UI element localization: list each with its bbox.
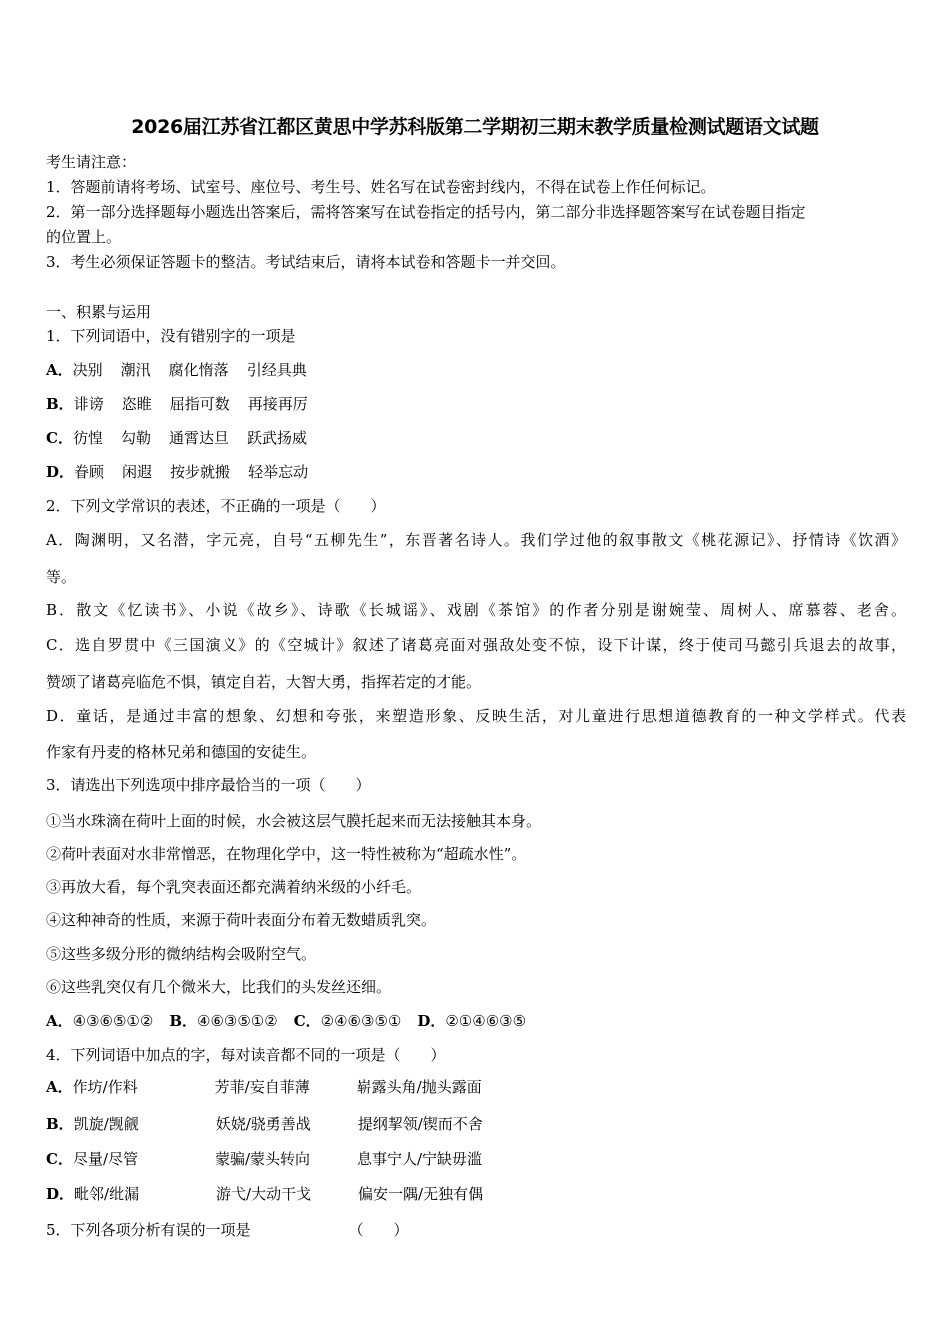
term: 眷顾 [74, 463, 105, 481]
term: 恣睢 [121, 395, 152, 413]
exam-title: 2026届江苏省江都区黄思中学苏科版第二学期初三期末教学质量检测试题语文试题 [131, 116, 819, 138]
option-label: B． [46, 1115, 74, 1133]
term: 跃武扬威 [247, 429, 308, 447]
q3-sentence-1: ①当水珠滴在荷叶上面的时候，水会被这层气膜托起来而无法接触其本身。 [46, 812, 542, 830]
term: 闲遐 [122, 463, 153, 481]
option-label: B． [169, 1012, 198, 1030]
q5-stem [46, 1220, 409, 1240]
q3-sentence-3: ③再放大看，每个乳突表面还都充满着纳米级的小纤毛。 [46, 878, 422, 896]
q2-option-a-line1: A．陶渊明，又名潜，字元亮，自号“五柳先生”，东晋著名诗人。我们学过他的叙事散文《桃花源记》、抒情诗《饮酒》 [46, 531, 906, 549]
section-heading: 一、积累与运用 [46, 303, 152, 321]
notice-item-3: 3．考生必须保证答题卡的整洁。考试结束后，请将本试卷和答题卡一并交回。 [46, 253, 566, 271]
term: 再接再厉 [247, 395, 308, 413]
q4-option-b [46, 1114, 500, 1134]
term: 引经具典 [246, 361, 307, 379]
option-value: ④③⑥⑤①② [72, 1012, 154, 1030]
answer-blank: （ ） [348, 1221, 409, 1239]
term: 轻举忘动 [248, 463, 309, 481]
q4-stem: 4．下列词语中加点的字，每对读音都不同的一项是（ ） [46, 1046, 446, 1064]
term: 彷惶 [72, 429, 103, 447]
option-value: ②④⑥③⑤① [320, 1012, 402, 1030]
term: 潮汛 [120, 361, 151, 379]
q3-stem: 3．请选出下列选项中排序最恰当的一项（ ） [46, 776, 371, 794]
option-label: C． [293, 1012, 321, 1030]
option-value: ④⑥③⑤①② [197, 1012, 278, 1030]
q3-options [46, 1011, 526, 1031]
q2-option-d-line2: 作家有丹麦的格林兄弟和德国的安徒生。 [46, 743, 317, 761]
q1-option-b [46, 394, 326, 414]
option-label: A． [46, 1012, 73, 1030]
option-value: ②①④⑥③⑤ [445, 1012, 527, 1030]
term: 勾勒 [120, 429, 151, 447]
q4-option-a [46, 1077, 499, 1097]
q5-text: 5．下列各项分析有误的一项是 [46, 1221, 251, 1239]
q1-option-c [46, 428, 325, 448]
term: 蒙骗/蒙头转向 [214, 1150, 311, 1168]
q3-sentence-6: ⑥这些乳突仅有几个微米大，比我们的头发丝还细。 [46, 978, 392, 996]
q2-option-d-line1: D．童话，是通过丰富的想象、幻想和夸张，来塑造形象、反映生活，对儿童进行思想道德教育的一种文学样式。代表 [46, 707, 906, 725]
term: 毗邻/纰漏 [74, 1185, 140, 1203]
term: 提纲挈领/锲而不舍 [357, 1115, 483, 1133]
term: 芳菲/妄自菲薄 [214, 1078, 310, 1096]
q1-option-d [46, 462, 326, 482]
notice-header: 考生请注意： [46, 153, 137, 171]
option-label: A． [46, 1078, 73, 1096]
option-label: A． [46, 361, 73, 379]
term: 妖娆/骁勇善战 [215, 1115, 311, 1133]
notice-item-2-cont: 的位置上。 [46, 228, 122, 246]
term: 崭露头角/抛头露面 [356, 1078, 482, 1096]
notice-item-1: 1．答题前请将考场、试室号、座位号、考生号、姓名写在试卷密封线内，不得在试卷上作任何标记。 [46, 178, 716, 196]
q3-sentence-2: ②荷叶表面对水非常憎恶，在物理化学中，这一特性被称为“超疏水性”。 [46, 845, 527, 863]
term: 息事宁人/宁缺毋滥 [356, 1150, 483, 1168]
q2-option-c-line2: 赞颂了诸葛亮临危不惧，镇定自若，大智大勇，指挥若定的才能。 [46, 673, 482, 691]
option-label: D． [46, 1185, 75, 1203]
option-label: D． [46, 463, 75, 481]
term: 腐化惰落 [168, 361, 229, 379]
term: 屈指可数 [169, 395, 230, 413]
q2-stem: 2．下列文学常识的表述，不正确的一项是（ ） [46, 497, 386, 515]
option-label: C． [46, 1150, 73, 1168]
term: 按步就搬 [170, 463, 231, 481]
q1-stem: 1．下列词语中，没有错别字的一项是 [46, 327, 296, 345]
term: 凯旋/觊觎 [73, 1115, 139, 1133]
q2-option-b: B．散文《忆读书》、小说《故乡》、诗歌《长城谣》、戏剧《茶馆》的作者分别是谢婉莹、周树人、席慕蓉、老舍。 [46, 601, 906, 619]
q4-option-d [46, 1184, 500, 1204]
option-label: C． [46, 429, 73, 447]
term: 偏安一隅/无独有偶 [358, 1185, 484, 1203]
term: 游弋/大动干戈 [216, 1185, 312, 1203]
term: 诽谤 [73, 395, 104, 413]
option-label: D． [417, 1012, 446, 1030]
q4-option-c [46, 1149, 499, 1169]
term: 通霄达旦 [168, 429, 229, 447]
term: 尽量/尽管 [72, 1150, 139, 1168]
q2-option-c-line1: C．选自罗贯中《三国演义》的《空城计》叙述了诸葛亮面对强敌处变不惊，设下计谋，终于使司马懿引兵退去的故事， [46, 636, 906, 654]
q3-sentence-4: ④这种神奇的性质，来源于荷叶表面分布着无数蜡质乳突。 [46, 911, 437, 929]
q1-option-a [46, 360, 325, 380]
q2-option-a-line2: 等。 [46, 568, 77, 586]
term: 作坊/作料 [72, 1078, 138, 1096]
term: 决别 [72, 361, 103, 379]
notice-item-2: 2．第一部分选择题每小题选出答案后，需将答案写在试卷指定的括号内，第二部分非选择题答案写在试卷题目指定 [46, 203, 806, 221]
q3-sentence-5: ⑤这些多级分形的微纳结构会吸附空气。 [46, 945, 317, 963]
option-label: B． [46, 395, 74, 413]
